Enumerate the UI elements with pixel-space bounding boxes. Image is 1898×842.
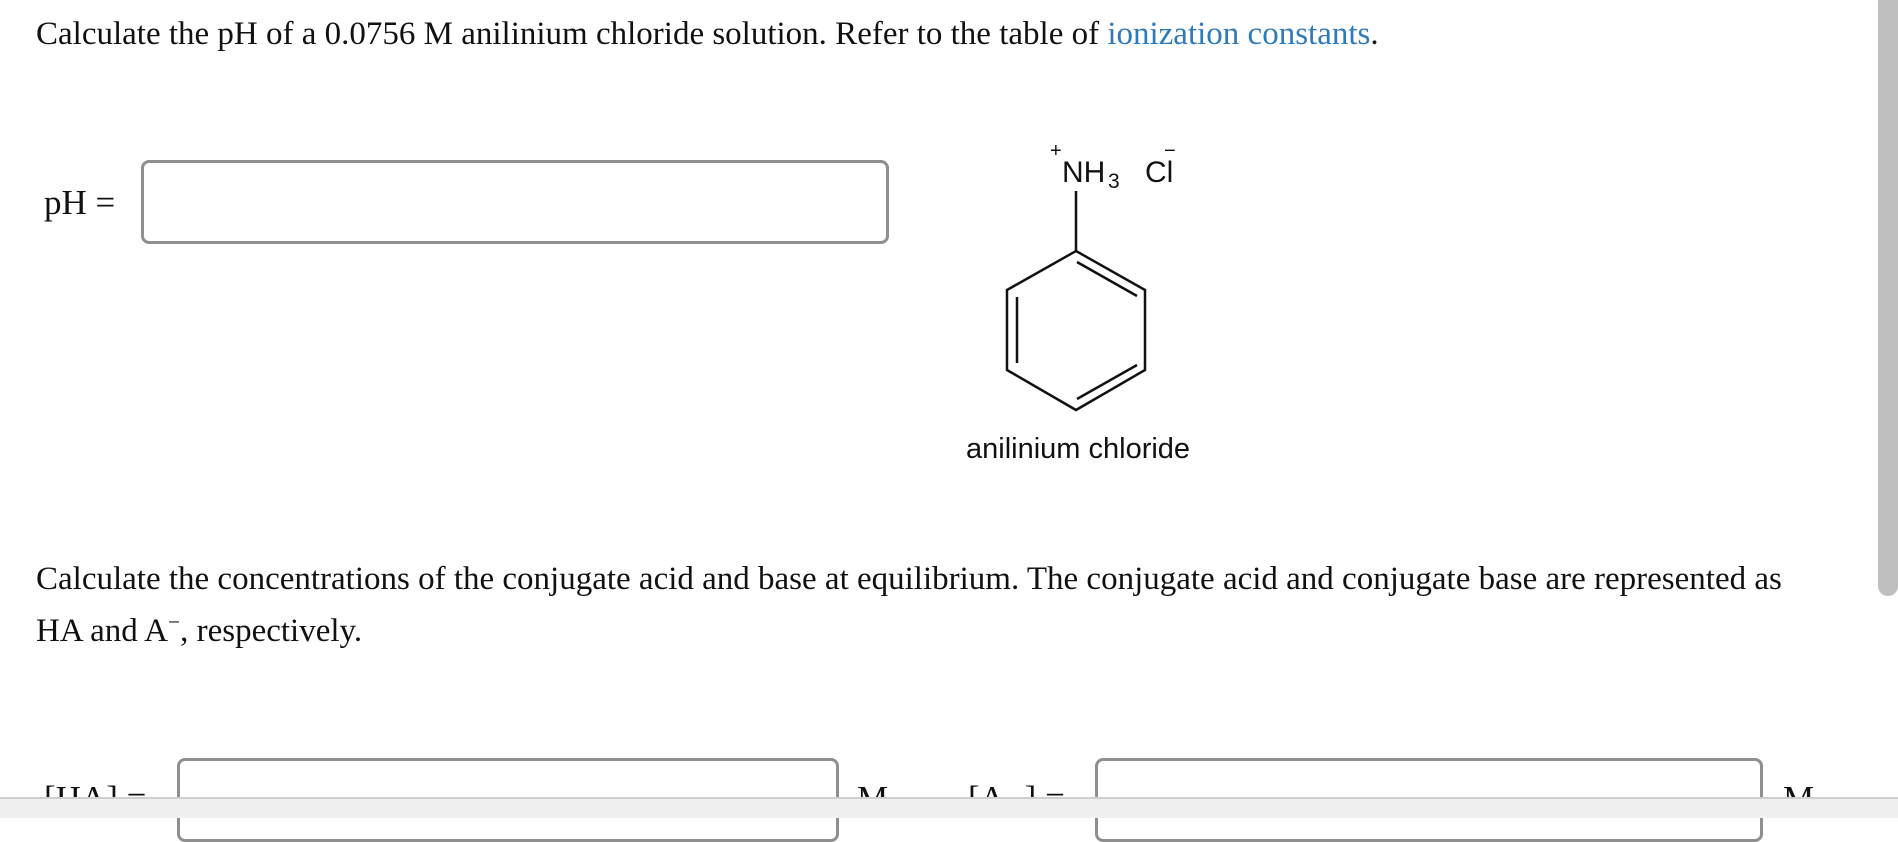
nh3-plus-charge: + <box>1050 140 1062 162</box>
nh3-subscript: 3 <box>1108 170 1120 193</box>
scrollbar-thumb[interactable] <box>1878 0 1898 596</box>
ph-label: pH = <box>44 183 116 222</box>
bottom-bar <box>0 797 1898 818</box>
structure-caption: anilinium chloride <box>966 433 1191 465</box>
vertical-scrollbar[interactable] <box>1876 0 1898 800</box>
question-1-prefix: Calculate the pH of a 0.0756 M anilinium chloride solution. Refer to the table of <box>36 16 1108 52</box>
question-2-superscript: − <box>168 610 181 635</box>
question-2-text <box>36 553 1796 657</box>
question-1-text <box>36 14 1379 54</box>
question-1-suffix: . <box>1370 16 1379 52</box>
anilinium-chloride-structure <box>940 135 1240 465</box>
question-2-prefix: Calculate the concentrations of the conjugate acid and base at equilibrium. The conjugate acid and conjugate base are represented as HA and A <box>36 561 1782 649</box>
benzene-ring <box>1007 191 1145 410</box>
chloride-minus-charge: − <box>1164 140 1176 162</box>
ph-input[interactable] <box>141 160 889 244</box>
nh3-label: NH <box>1062 156 1106 189</box>
ionization-constants-link[interactable]: ionization constants <box>1107 16 1371 52</box>
chloride-label: Cl <box>1145 156 1174 189</box>
question-2-suffix: , respectively. <box>180 613 363 649</box>
